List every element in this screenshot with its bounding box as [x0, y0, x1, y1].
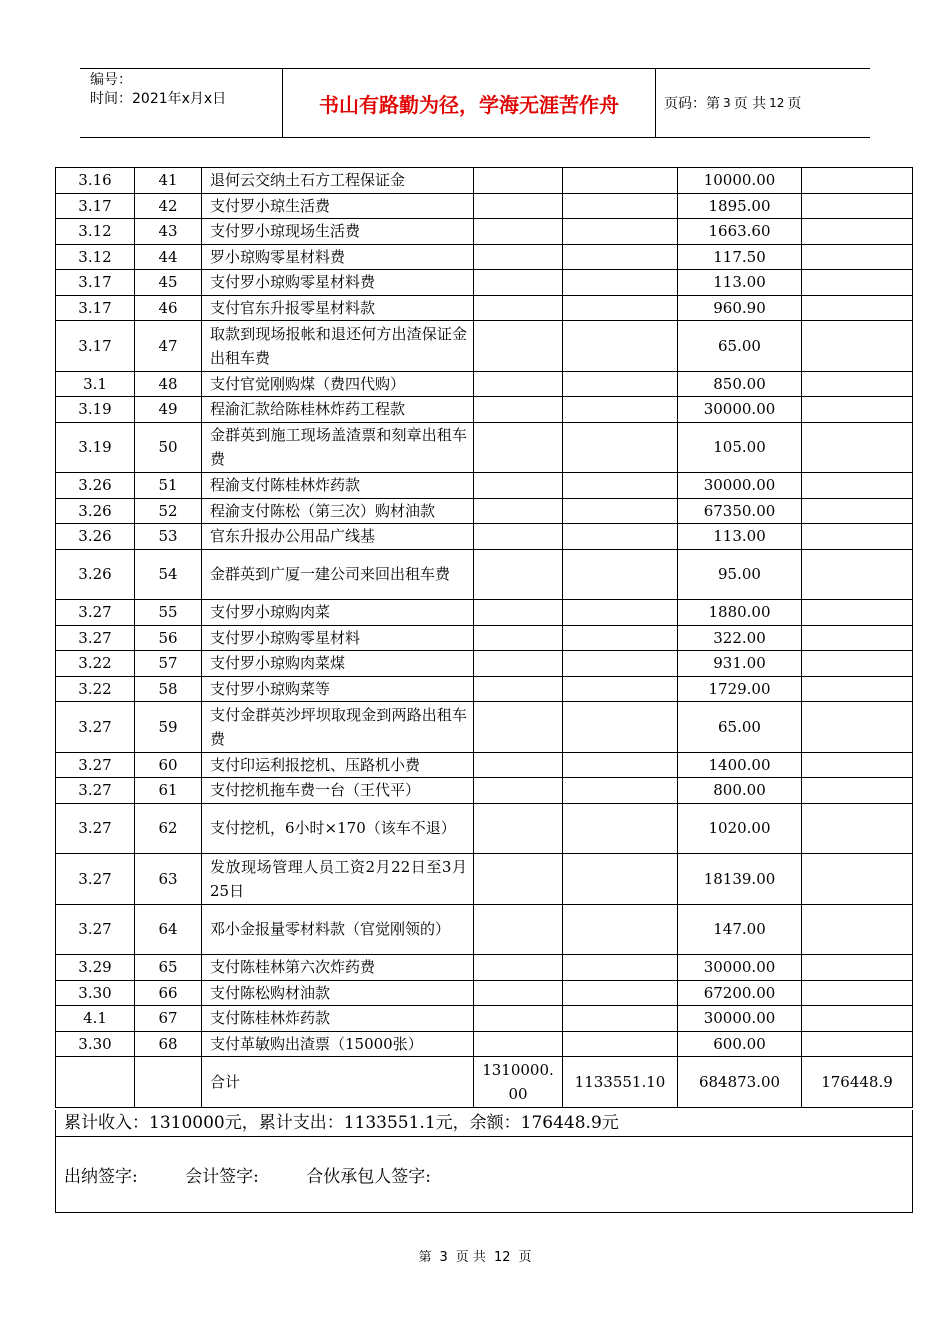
row-amount: 105.00 [678, 422, 802, 473]
table-row [56, 168, 913, 194]
row-description: 程渝支付陈桂林炸药款 [202, 473, 474, 499]
row-number: 49 [135, 397, 202, 423]
row-description: 支付官东升报零星材料款 [202, 295, 474, 321]
row-description: 金群英到广厦一建公司来回出租车费 [202, 549, 474, 600]
total-expense: 1133551.10 [563, 1057, 678, 1108]
row-description: 支付挖机，6小时×170（该车不退） [202, 803, 474, 854]
row-number: 64 [135, 904, 202, 955]
row-expense-cell [563, 955, 678, 981]
row-description: 支付罗小琼现场生活费 [202, 219, 474, 245]
row-income-cell [474, 980, 563, 1006]
page-footer [0, 1246, 950, 1265]
total-income: 1310000.00 [474, 1057, 563, 1108]
total-row [56, 1057, 913, 1108]
row-expense-cell [563, 651, 678, 677]
row-income-cell [474, 498, 563, 524]
row-balance-cell [802, 1031, 913, 1057]
table-row [56, 244, 913, 270]
row-amount: 1895.00 [678, 193, 802, 219]
row-date: 3.16 [56, 168, 135, 194]
row-description: 支付金群英沙坪坝取现金到两路出租车费 [202, 702, 474, 753]
row-expense-cell [563, 321, 678, 372]
row-income-cell [474, 955, 563, 981]
row-expense-cell [563, 600, 678, 626]
table-row [56, 955, 913, 981]
row-income-cell [474, 625, 563, 651]
row-expense-cell [563, 397, 678, 423]
row-date: 3.30 [56, 980, 135, 1006]
row-income-cell [474, 549, 563, 600]
row-expense-cell [563, 778, 678, 804]
table-row [56, 422, 913, 473]
time-label: 时间：2021年x月x日 [90, 91, 227, 107]
row-amount: 113.00 [678, 524, 802, 550]
row-date: 3.22 [56, 676, 135, 702]
table-row [56, 270, 913, 296]
row-date: 3.27 [56, 803, 135, 854]
table-row [56, 904, 913, 955]
table-row [56, 752, 913, 778]
row-income-cell [474, 803, 563, 854]
row-number: 56 [135, 625, 202, 651]
row-expense-cell [563, 1006, 678, 1032]
row-income-cell [474, 600, 563, 626]
row-amount: 10000.00 [678, 168, 802, 194]
row-expense-cell [563, 244, 678, 270]
serial-label: 编号： [90, 72, 132, 88]
row-income-cell [474, 1031, 563, 1057]
row-expense-cell [563, 702, 678, 753]
row-income-cell [474, 651, 563, 677]
row-amount: 65.00 [678, 702, 802, 753]
row-date: 3.12 [56, 244, 135, 270]
row-income-cell [474, 321, 563, 372]
row-amount: 1729.00 [678, 676, 802, 702]
row-number: 65 [135, 955, 202, 981]
row-balance-cell [802, 524, 913, 550]
row-number: 53 [135, 524, 202, 550]
table-row [56, 321, 913, 372]
row-amount: 117.50 [678, 244, 802, 270]
row-amount: 800.00 [678, 778, 802, 804]
row-amount: 113.00 [678, 270, 802, 296]
row-number: 48 [135, 371, 202, 397]
row-date: 3.22 [56, 651, 135, 677]
row-amount: 1880.00 [678, 600, 802, 626]
row-number: 52 [135, 498, 202, 524]
row-expense-cell [563, 625, 678, 651]
table-row [56, 1006, 913, 1032]
row-expense-cell [563, 498, 678, 524]
row-balance-cell [802, 270, 913, 296]
row-number: 55 [135, 600, 202, 626]
table-row [56, 625, 913, 651]
row-date: 3.17 [56, 321, 135, 372]
row-balance-cell [802, 473, 913, 499]
total-amount: 684873.00 [678, 1057, 802, 1108]
total-date-cell [56, 1057, 135, 1108]
ledger-body [56, 168, 913, 1057]
table-row [56, 803, 913, 854]
row-balance-cell [802, 1006, 913, 1032]
row-number: 43 [135, 219, 202, 245]
row-date: 3.27 [56, 904, 135, 955]
row-description: 支付官觉刚购煤（费四代购） [202, 371, 474, 397]
table-row [56, 193, 913, 219]
row-balance-cell [802, 397, 913, 423]
row-expense-cell [563, 676, 678, 702]
row-balance-cell [802, 498, 913, 524]
signature-line [56, 1162, 912, 1187]
row-number: 60 [135, 752, 202, 778]
row-date: 3.12 [56, 219, 135, 245]
row-number: 51 [135, 473, 202, 499]
row-amount: 30000.00 [678, 397, 802, 423]
row-income-cell [474, 193, 563, 219]
row-income-cell [474, 473, 563, 499]
row-date: 3.17 [56, 193, 135, 219]
row-balance-cell [802, 219, 913, 245]
row-description: 支付罗小琼购零星材料费 [202, 270, 474, 296]
row-number: 59 [135, 702, 202, 753]
row-expense-cell [563, 270, 678, 296]
row-number: 57 [135, 651, 202, 677]
footer-total: 12 [493, 1250, 511, 1265]
row-income-cell [474, 524, 563, 550]
row-description: 金群英到施工现场盖渣票和刻章出租车费 [202, 422, 474, 473]
row-date: 3.26 [56, 524, 135, 550]
row-expense-cell [563, 904, 678, 955]
row-date: 3.27 [56, 778, 135, 804]
row-expense-cell [563, 752, 678, 778]
row-amount: 1663.60 [678, 219, 802, 245]
footer-current: 3 [439, 1250, 448, 1265]
row-expense-cell [563, 473, 678, 499]
row-description: 程渝支付陈松（第三次）购材油款 [202, 498, 474, 524]
header-page-number [664, 69, 870, 137]
row-date: 3.26 [56, 549, 135, 600]
row-date: 3.27 [56, 625, 135, 651]
page-suffix: 页 [787, 96, 802, 112]
row-balance-cell [802, 955, 913, 981]
row-balance-cell [802, 168, 913, 194]
row-date: 3.30 [56, 1031, 135, 1057]
row-income-cell [474, 702, 563, 753]
row-balance-cell [802, 676, 913, 702]
row-income-cell [474, 270, 563, 296]
row-balance-cell [802, 752, 913, 778]
row-balance-cell [802, 980, 913, 1006]
row-amount: 30000.00 [678, 473, 802, 499]
row-income-cell [474, 676, 563, 702]
row-amount: 1020.00 [678, 803, 802, 854]
row-number: 66 [135, 980, 202, 1006]
row-description: 支付罗小琼购菜等 [202, 676, 474, 702]
row-date: 3.26 [56, 473, 135, 499]
row-date: 3.29 [56, 955, 135, 981]
row-description: 支付陈桂林第六次炸药费 [202, 955, 474, 981]
total-label: 合计 [202, 1057, 474, 1108]
table-row [56, 676, 913, 702]
row-income-cell [474, 219, 563, 245]
row-number: 61 [135, 778, 202, 804]
row-income-cell [474, 397, 563, 423]
row-description: 支付陈桂林炸药款 [202, 1006, 474, 1032]
row-date: 3.19 [56, 422, 135, 473]
row-expense-cell [563, 371, 678, 397]
row-description: 支付罗小琼购肉菜煤 [202, 651, 474, 677]
row-balance-cell [802, 422, 913, 473]
row-description: 退何云交纳土石方工程保证金 [202, 168, 474, 194]
row-number: 46 [135, 295, 202, 321]
row-balance-cell [802, 244, 913, 270]
row-date: 3.27 [56, 752, 135, 778]
row-expense-cell [563, 422, 678, 473]
row-amount: 30000.00 [678, 955, 802, 981]
row-description: 邓小金报量零材料款（官觉刚领的） [202, 904, 474, 955]
row-number: 54 [135, 549, 202, 600]
page-mid: 页 共 [733, 96, 767, 112]
row-balance-cell [802, 193, 913, 219]
row-balance-cell [802, 295, 913, 321]
page-header [80, 68, 870, 138]
table-row [56, 980, 913, 1006]
row-amount: 1400.00 [678, 752, 802, 778]
cashier-signature: 出纳签字: [64, 1167, 138, 1187]
table-row [56, 549, 913, 600]
table-row [56, 600, 913, 626]
row-amount: 600.00 [678, 1031, 802, 1057]
row-income-cell [474, 778, 563, 804]
summary-box [55, 1110, 913, 1213]
row-income-cell [474, 244, 563, 270]
row-date: 3.27 [56, 702, 135, 753]
row-description: 支付罗小琼生活费 [202, 193, 474, 219]
header-info [90, 71, 282, 109]
row-expense-cell [563, 193, 678, 219]
row-amount: 30000.00 [678, 1006, 802, 1032]
row-expense-cell [563, 854, 678, 905]
row-number: 67 [135, 1006, 202, 1032]
row-date: 3.26 [56, 498, 135, 524]
row-description: 取款到现场报帐和退还何方出渣保证金出租车费 [202, 321, 474, 372]
row-amount: 95.00 [678, 549, 802, 600]
row-expense-cell [563, 524, 678, 550]
footer-mid: 页 共 [455, 1250, 486, 1265]
row-number: 45 [135, 270, 202, 296]
page-current: 3 [723, 96, 731, 110]
table-row [56, 498, 913, 524]
row-number: 42 [135, 193, 202, 219]
row-income-cell [474, 422, 563, 473]
row-income-cell [474, 295, 563, 321]
row-description: 罗小琼购零星材料费 [202, 244, 474, 270]
table-row [56, 651, 913, 677]
row-amount: 67350.00 [678, 498, 802, 524]
page-prefix: 页码：第 [664, 96, 720, 112]
row-number: 47 [135, 321, 202, 372]
row-amount: 960.90 [678, 295, 802, 321]
row-expense-cell [563, 980, 678, 1006]
row-date: 3.1 [56, 371, 135, 397]
row-date: 3.17 [56, 295, 135, 321]
row-number: 44 [135, 244, 202, 270]
row-date: 4.1 [56, 1006, 135, 1032]
row-number: 63 [135, 854, 202, 905]
row-number: 62 [135, 803, 202, 854]
row-description: 发放现场管理人员工资2月22日至3月25日 [202, 854, 474, 905]
page-total: 12 [769, 96, 785, 110]
footer-prefix: 第 [418, 1250, 432, 1265]
row-description: 支付革敏购出渣票（15000张） [202, 1031, 474, 1057]
row-balance-cell [802, 803, 913, 854]
ledger-table [55, 167, 913, 1108]
row-amount: 931.00 [678, 651, 802, 677]
row-amount: 322.00 [678, 625, 802, 651]
accountant-signature: 会计签字: [185, 1167, 259, 1187]
row-amount: 147.00 [678, 904, 802, 955]
row-description: 程渝汇款给陈桂林炸药工程款 [202, 397, 474, 423]
row-expense-cell [563, 219, 678, 245]
row-expense-cell [563, 168, 678, 194]
row-amount: 65.00 [678, 321, 802, 372]
row-expense-cell [563, 1031, 678, 1057]
row-balance-cell [802, 600, 913, 626]
row-number: 50 [135, 422, 202, 473]
row-description: 支付罗小琼购零星材料 [202, 625, 474, 651]
row-income-cell [474, 752, 563, 778]
row-balance-cell [802, 371, 913, 397]
row-income-cell [474, 854, 563, 905]
row-balance-cell [802, 549, 913, 600]
row-description: 支付罗小琼购肉菜 [202, 600, 474, 626]
row-balance-cell [802, 321, 913, 372]
total-balance: 176448.9 [802, 1057, 913, 1108]
row-number: 41 [135, 168, 202, 194]
row-balance-cell [802, 904, 913, 955]
table-row [56, 397, 913, 423]
table-row [56, 219, 913, 245]
row-balance-cell [802, 651, 913, 677]
row-description: 支付印运利报挖机、压路机小费 [202, 752, 474, 778]
table-row [56, 371, 913, 397]
row-date: 3.27 [56, 854, 135, 905]
row-balance-cell [802, 625, 913, 651]
row-amount: 67200.00 [678, 980, 802, 1006]
table-row [56, 702, 913, 753]
row-income-cell [474, 168, 563, 194]
table-row [56, 473, 913, 499]
table-row [56, 778, 913, 804]
row-number: 58 [135, 676, 202, 702]
row-expense-cell [563, 549, 678, 600]
row-expense-cell [563, 803, 678, 854]
row-balance-cell [802, 778, 913, 804]
row-amount: 850.00 [678, 371, 802, 397]
footer-suffix: 页 [518, 1250, 532, 1265]
row-income-cell [474, 1006, 563, 1032]
row-number: 68 [135, 1031, 202, 1057]
row-date: 3.17 [56, 270, 135, 296]
row-date: 3.27 [56, 600, 135, 626]
row-description: 支付挖机拖车费一台（王代平） [202, 778, 474, 804]
table-row [56, 524, 913, 550]
partner-signature: 合伙承包人签字: [306, 1167, 432, 1187]
row-income-cell [474, 371, 563, 397]
row-description: 官东升报办公用品广线基 [202, 524, 474, 550]
table-row [56, 295, 913, 321]
row-expense-cell [563, 295, 678, 321]
header-motto: 书山有路勤为径，学海无涯苦作舟 [282, 69, 656, 137]
row-balance-cell [802, 854, 913, 905]
table-row [56, 854, 913, 905]
summary-line: 累计收入：1310000元，累计支出：1133551.1元，余额：176448.9元 [56, 1110, 912, 1137]
row-description: 支付陈松购材油款 [202, 980, 474, 1006]
total-no-cell [135, 1057, 202, 1108]
row-amount: 18139.00 [678, 854, 802, 905]
row-balance-cell [802, 702, 913, 753]
row-income-cell [474, 904, 563, 955]
row-date: 3.19 [56, 397, 135, 423]
table-row [56, 1031, 913, 1057]
